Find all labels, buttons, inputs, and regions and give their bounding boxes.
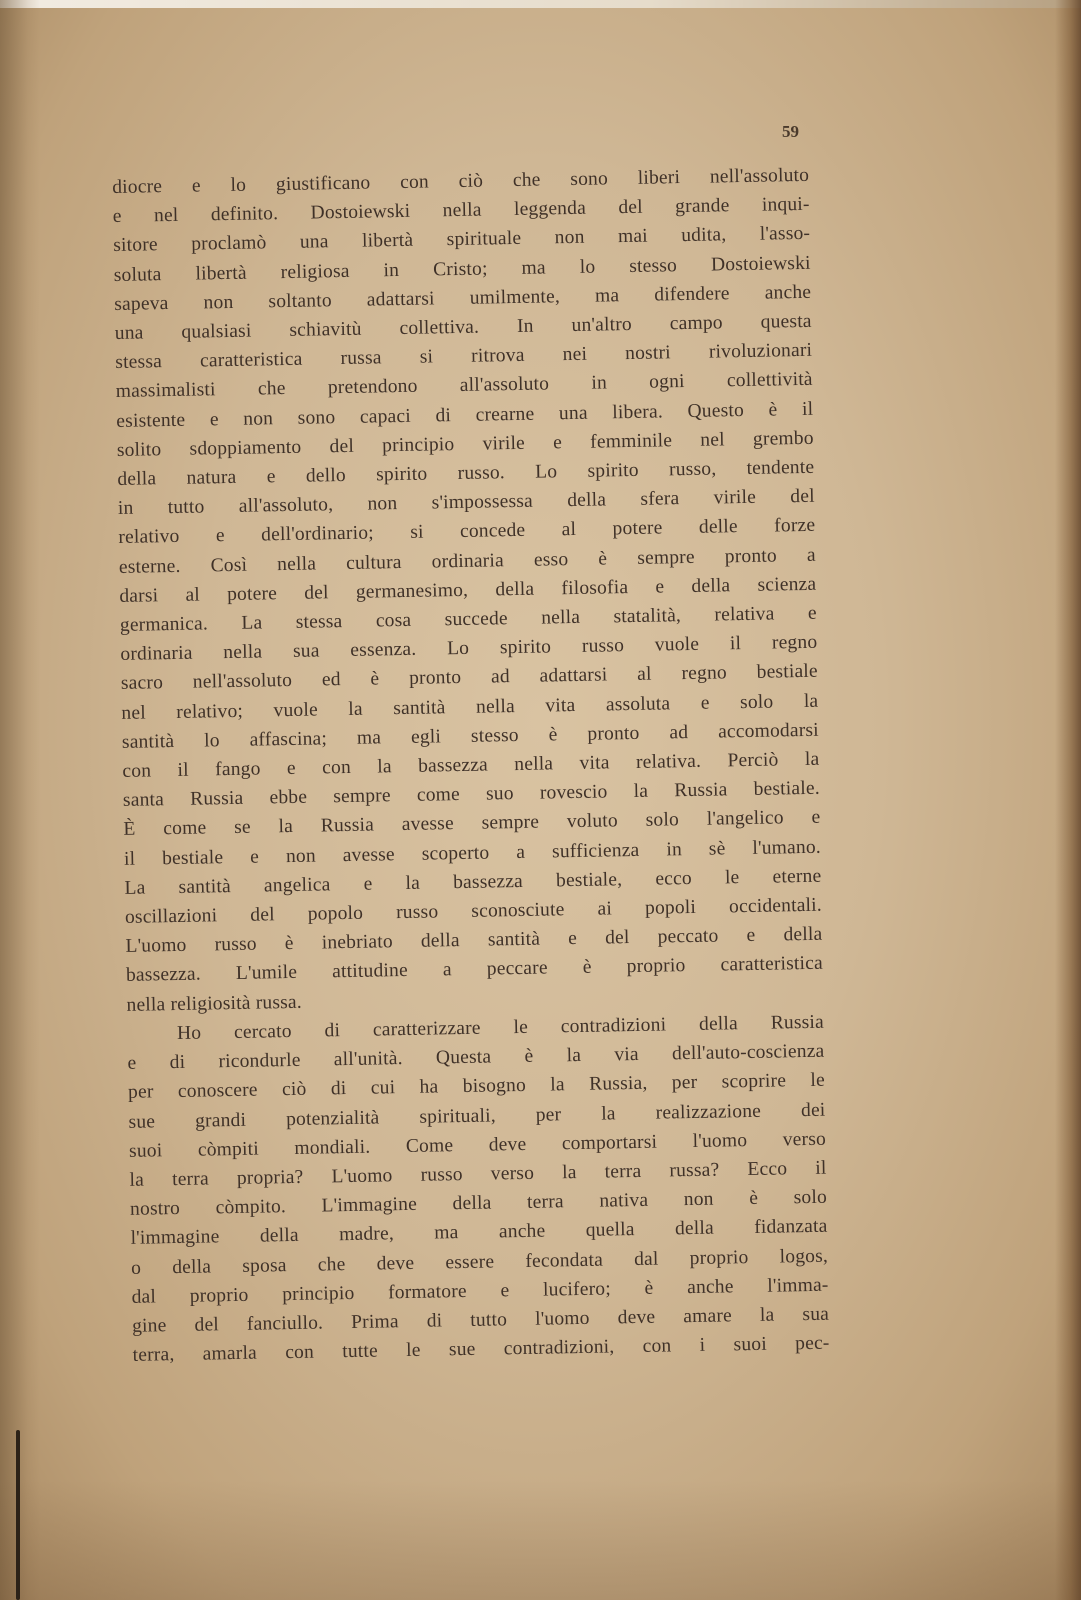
text-line: nostro còmpito. L'immagine della terra nativa non è solo — [129, 1186, 828, 1220]
text-line: darsi al potere del germanesimo, della filosofia e della scienza — [119, 573, 817, 607]
text-line: nella religiosità russa. — [126, 991, 303, 1016]
page-left-shadow — [0, 0, 40, 1600]
text-line: sacro nell'assoluto ed è pronto ad adattarsi al regno bestiale — [120, 661, 818, 695]
text-line: solito sdoppiamento del principio virile e femminile nel grembo — [116, 427, 814, 461]
page-number: 59 — [782, 122, 799, 141]
text-line: esistente e non sono capaci di crearne una libera. Questo è il — [116, 398, 814, 432]
text-line: sapeva non soltanto adattarsi umilmente, ma difendere anche — [114, 281, 812, 315]
text-line: gine del fanciullo. Prima di tutto l'uomo deve amare la sua — [131, 1303, 830, 1337]
text-line: sue grandi potenzialità spirituali, per la realizzazione dei — [128, 1099, 826, 1133]
text-line: sitore proclamò una libertà spirituale non mai udita, l'asso- — [113, 223, 811, 257]
text-line: bassezza. L'umile attitudine a peccare è proprio caratteristica — [125, 953, 824, 987]
text-line: massimalisti che pretendono all'assoluto in ogni collettività — [115, 369, 813, 403]
text-line: diocre e lo giustificano con ciò che sono liberi nell'assoluto — [112, 164, 810, 198]
text-line: soluta libertà religiosa in Cristo; ma lo stesso Dostoiewski — [113, 252, 811, 286]
binding-edge — [16, 1430, 20, 1600]
text-line: oscillazioni del popolo russo sconosciute ai popoli occidentali. — [124, 894, 823, 928]
text-line: terra, amarla con tutte le sue contradizioni, con i suoi pec- — [132, 1332, 830, 1366]
text-line: con il fango e con la bassezza nella vita relativa. Perciò la — [122, 748, 820, 782]
text-line: una qualsiasi schiavitù collettiva. In un'altro campo questa — [114, 310, 812, 344]
text-line: l'immagine della madre, ma anche quella della fidanzata — [130, 1215, 828, 1250]
text-line: dal proprio principio formatore e lucifero; è anche l'imma- — [131, 1274, 829, 1308]
text-line: la terra propria? L'uomo russo verso la terra russa? Ecco il — [129, 1157, 827, 1191]
text-line: Ho cercato di caratterizzare le contradizioni della Russia — [176, 1011, 825, 1044]
text-line: e di ricondurle all'unità. Questa è la via dell'auto-coscienza — [127, 1040, 825, 1074]
text-line: nel relativo; vuole la santità nella vita assoluta e solo la — [121, 690, 819, 724]
text-line: o della sposa che deve essere fecondata dal proprio logos, — [130, 1245, 829, 1279]
text-line: santa Russia ebbe sempre come suo rovescio la Russia bestiale. — [122, 778, 821, 812]
page-right-edge — [1055, 0, 1081, 1600]
text-line: stessa caratteristica russa si ritrova nei nostri rivoluzionari — [115, 340, 813, 374]
text-line: e nel definito. Dostoiewski nella leggenda del grande inqui- — [112, 194, 810, 228]
text-line: È come se la Russia avesse sempre voluto solo l'angelico e — [123, 807, 821, 841]
text-line: il bestiale e non avesse scoperto a sufficienza in sè l'umano. — [123, 836, 822, 870]
body-text — [112, 161, 830, 1370]
text-line: suoi còmpiti mondiali. Come deve comportarsi l'uomo verso — [128, 1128, 827, 1162]
text-line: della natura e dello spirito russo. Lo spirito russo, tendente — [117, 456, 815, 490]
page-bottom-shade — [0, 1480, 1081, 1600]
scan-top-edge — [0, 0, 1081, 8]
text-line: ordinaria nella sua essenza. Lo spirito russo vuole il regno — [120, 632, 818, 666]
text-line: La santità angelica e la bassezza bestiale, ecco le eterne — [124, 865, 822, 899]
text-line: esterne. Così nella cultura ordinaria esso è sempre pronto a — [118, 544, 816, 578]
text-line: in tutto all'assoluto, non s'impossessa della sfera virile del — [117, 486, 815, 520]
text-line: per conoscere ciò di cui ha bisogno la Russia, per scoprire le — [127, 1069, 826, 1104]
text-line: santità lo affascina; ma egli stesso è pronto ad accomodarsi — [121, 719, 820, 753]
text-line: relativo e dell'ordinario; si concede al potere delle forze — [118, 515, 816, 549]
text-line: germanica. La stessa cosa succede nella statalità, relativa e — [119, 602, 817, 636]
text-line: L'uomo russo è inebriato della santità e del peccato e della — [125, 924, 823, 958]
